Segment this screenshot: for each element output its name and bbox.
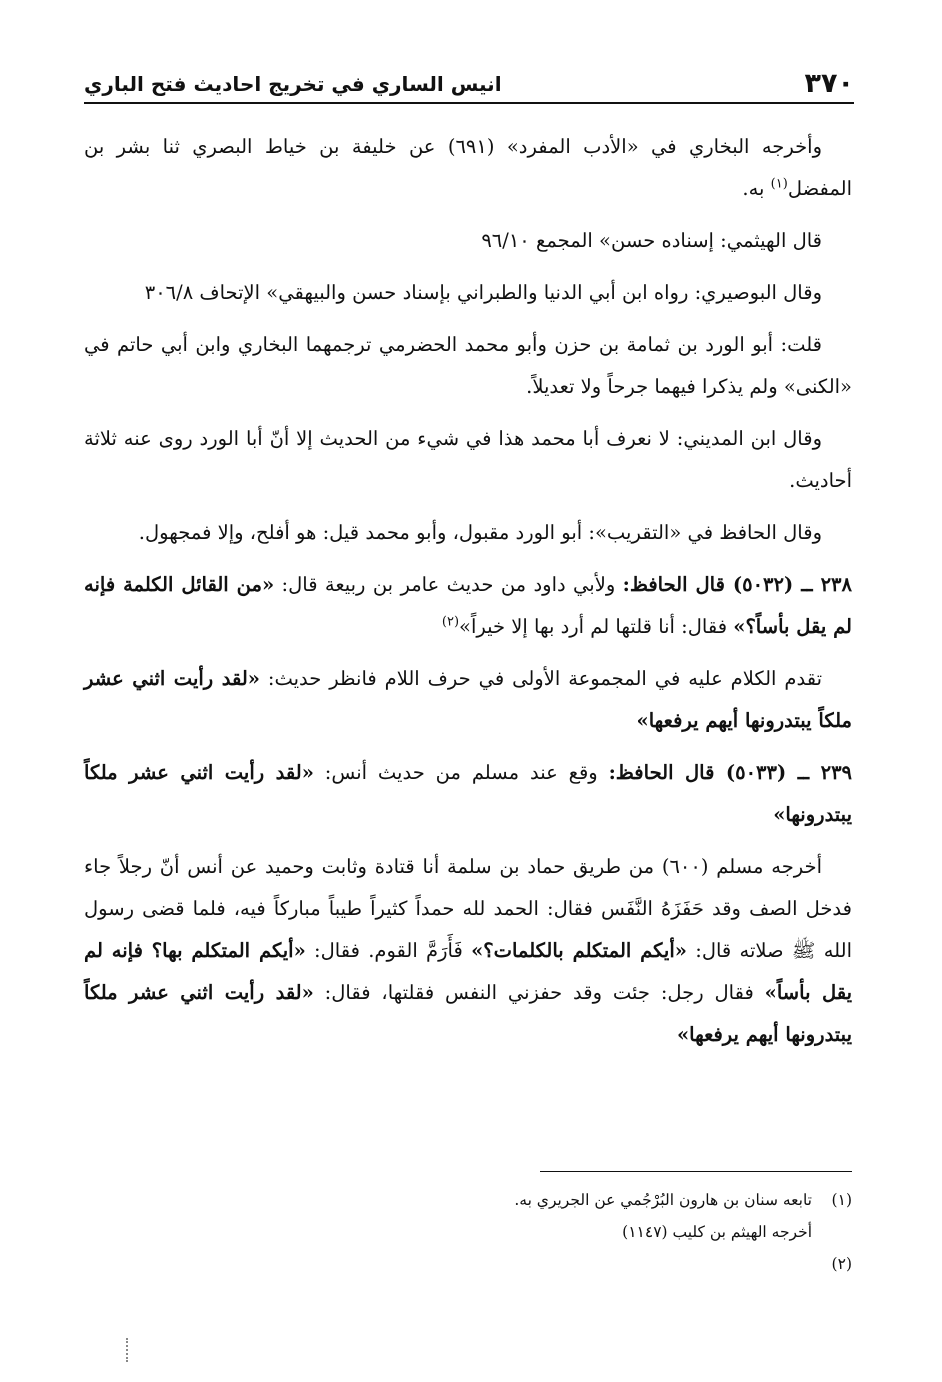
paragraph-qultu: قلت: أبو الورد بن ثمامة بن حزن وأبو محمد الحضرمي ترجمهما البخاري وابن أبي حاتم في «الكنى» ولم يذكرا فيهما جرحاً ولا تعديلاً. — [84, 333, 852, 398]
footnote-1 — [300, 1184, 852, 1216]
comment-text: تقدم الكلام عليه في المجموعة الأولى في حرف اللام فانظر حديث: — [259, 667, 823, 690]
paragraph-busiri: وقال البوصيري: رواه ابن أبي الدنيا والطبراني بإسناد حسن والبيهقي» الإتحاف ٣٠٦/٨ — [144, 281, 822, 304]
hadith-238-heading: ٢٣٨ ــ (٥٠٣٢) قال الحافظ: — [622, 573, 852, 596]
takhrij-text-c: فَأَرَمَّ القوم. فقال: — [305, 939, 472, 962]
footnote-2 — [300, 1248, 852, 1280]
comment-quote: «لقد رأيت اثني عشر ملكاً يبتدرونها أيهم يرفعها» — [84, 667, 852, 732]
hadith-238-quote: «من القائل الكلمة فإنه لم يقل بأساً؟» — [84, 573, 852, 638]
footnote-1-number: (١) — [831, 1191, 852, 1209]
hadith-238-intro: ولأبي داود من حديث عامر بن ربيعة قال: — [274, 573, 623, 596]
footnote-2-text — [300, 1248, 812, 1280]
hadith-239-heading: ٢٣٩ ــ (٥٠٣٣) قال الحافظ: — [608, 761, 853, 784]
hadith-239-intro: وقع عند مسلم من حديث أنس: — [313, 761, 609, 784]
footnote-marker-2: (٢) — [441, 614, 460, 630]
takhrij-quote-b: «أيكم المتكلم بالكلمات؟» — [471, 939, 687, 962]
takhrij-quote-f: «لقد رأيت اثني عشر ملكاً يبتدرونها أيهم يرفعها» — [84, 981, 852, 1046]
paragraph-ibn-madini: وقال ابن المديني: لا نعرف أبا محمد هذا في شيء من الحديث إلا أنّ أبا الورد روى عنه ثلاثة أحاديث. — [84, 427, 852, 492]
takhrij-text-e: فقال رجل: جئت وقد حفزني النفس فقلتها، فقال: — [313, 981, 765, 1004]
footnote-2-number: (٢) — [831, 1255, 852, 1273]
paragraph-takhrij-bukhari — [84, 126, 852, 210]
footnote-1-continuation: أخرجه الهيثم بن كليب (١١٤٧) — [622, 1223, 812, 1241]
hadith-239 — [84, 752, 852, 836]
takhrij-text-a: أخرجه مسلم (٦٠٠) من طريق حماد بن سلمة أنا قتادة وثابت وحميد عن أنس أنّ رجلاً جاء فدخل الصف وقد حَفَزَهُ النَّفَس فقال: الحمد لله حمداً كثيراً طيباً مباركاً فيه، فلما قضى رسول الله ﷺ صلاته قال: — [84, 855, 852, 962]
paragraph-text: وأخرجه البخاري في «الأدب المفرد» (٦٩١) عن خليفة بن خياط البصري ثنا بشر بن المفضل — [84, 135, 852, 200]
footnote-1-text: تابعه سنان بن هارون البُرْجُمي عن الجريري به. — [514, 1191, 812, 1209]
footnotes — [300, 1184, 852, 1280]
main-text — [84, 126, 852, 1060]
paragraph-taqrib: وقال الحافظ في «التقريب»: أبو الورد مقبول، وأبو محمد قيل: هو أفلح، وإلا فمجهول. — [138, 521, 822, 544]
paragraph-text-end: به. — [742, 177, 771, 200]
scan-speck — [126, 1338, 131, 1362]
hadith-239-takhrij — [84, 846, 852, 1056]
hadith-239-quote: «لقد رأيت اثني عشر ملكاً يبتدرونها» — [84, 761, 852, 826]
page-header — [84, 68, 854, 104]
footnote-marker-1: (١) — [770, 176, 788, 192]
hadith-238 — [84, 564, 852, 648]
footnote-separator — [540, 1171, 852, 1172]
hadith-238-comment — [84, 658, 852, 742]
running-title: انيس الساري في تخريج احاديث فتح الباري — [84, 72, 502, 96]
paragraph-haythami: قال الهيثمي: إسناده حسن» المجمع ٩٦/١٠ — [481, 229, 822, 252]
takhrij-quote-d: «أيكم المتكلم بها؟ فإنه لم يقل بأساً» — [84, 939, 853, 1004]
hadith-238-reply: فقال: أنا قلتها لم أرد بها إلا خيراً» — [459, 615, 734, 638]
page-number: ٣٧٠ — [804, 68, 854, 99]
